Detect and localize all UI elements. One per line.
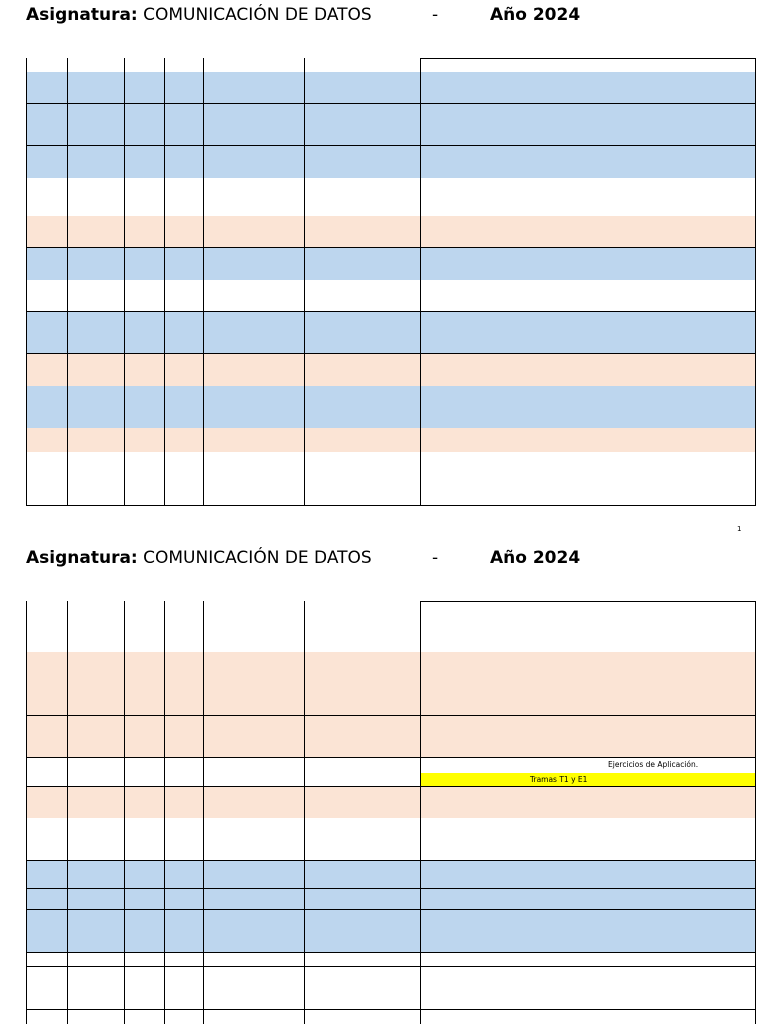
table-row bbox=[26, 716, 755, 758]
table-divider bbox=[26, 505, 756, 506]
year-label: Año 2024 bbox=[490, 548, 581, 568]
header-separator: - bbox=[432, 5, 439, 25]
table-row bbox=[26, 216, 755, 248]
highlighted-cell bbox=[421, 773, 755, 786]
table-divider bbox=[26, 786, 756, 787]
table-divider bbox=[67, 58, 68, 506]
subject-label: Asignatura: bbox=[26, 548, 138, 568]
table-row bbox=[26, 787, 755, 818]
table-divider bbox=[26, 966, 756, 967]
table-row bbox=[26, 861, 755, 889]
table-divider bbox=[26, 860, 756, 861]
year-label: Año 2024 bbox=[490, 5, 581, 25]
table-divider bbox=[420, 601, 421, 1024]
table-divider bbox=[26, 58, 27, 506]
subject-label: Asignatura: bbox=[26, 5, 138, 25]
table-row bbox=[26, 354, 755, 386]
table-divider bbox=[26, 103, 756, 104]
header-separator: - bbox=[432, 548, 439, 568]
page-header bbox=[26, 548, 581, 568]
table-row bbox=[26, 146, 755, 178]
table-divider bbox=[164, 58, 165, 506]
table-row bbox=[26, 248, 755, 280]
table-divider bbox=[26, 909, 756, 910]
table-divider bbox=[304, 58, 305, 506]
table-divider bbox=[755, 58, 756, 506]
table-divider bbox=[420, 58, 421, 506]
table-divider bbox=[26, 715, 756, 716]
table-divider bbox=[26, 601, 27, 1024]
table-divider bbox=[26, 952, 756, 953]
table-divider bbox=[755, 601, 756, 1024]
page-header bbox=[26, 5, 581, 25]
table-divider bbox=[26, 888, 756, 889]
table-divider bbox=[421, 58, 756, 59]
page-number: 1 bbox=[737, 525, 742, 533]
table-row bbox=[26, 312, 755, 354]
table-row bbox=[26, 428, 755, 452]
table-divider bbox=[124, 601, 125, 1024]
table-divider bbox=[26, 757, 756, 758]
table-divider bbox=[26, 353, 756, 354]
table-divider bbox=[26, 247, 756, 248]
table-row bbox=[26, 910, 755, 953]
table-divider bbox=[26, 145, 756, 146]
table-row bbox=[26, 386, 755, 428]
table-divider bbox=[124, 58, 125, 506]
subject-name: COMUNICACIÓN DE DATOS bbox=[143, 5, 372, 25]
table-divider bbox=[67, 601, 68, 1024]
table-divider bbox=[203, 601, 204, 1024]
table-divider bbox=[26, 1009, 756, 1010]
frames-note: Tramas T1 y E1 bbox=[530, 775, 588, 784]
table-divider bbox=[164, 601, 165, 1024]
table-row bbox=[26, 72, 755, 104]
table-divider bbox=[26, 311, 756, 312]
subject-name: COMUNICACIÓN DE DATOS bbox=[143, 548, 372, 568]
table-row bbox=[26, 652, 755, 716]
table-divider bbox=[421, 601, 756, 602]
table-row bbox=[26, 889, 755, 910]
table-divider bbox=[304, 601, 305, 1024]
table-row bbox=[26, 104, 755, 146]
table-divider bbox=[203, 58, 204, 506]
exercise-note: Ejercicios de Aplicación. bbox=[608, 760, 699, 769]
